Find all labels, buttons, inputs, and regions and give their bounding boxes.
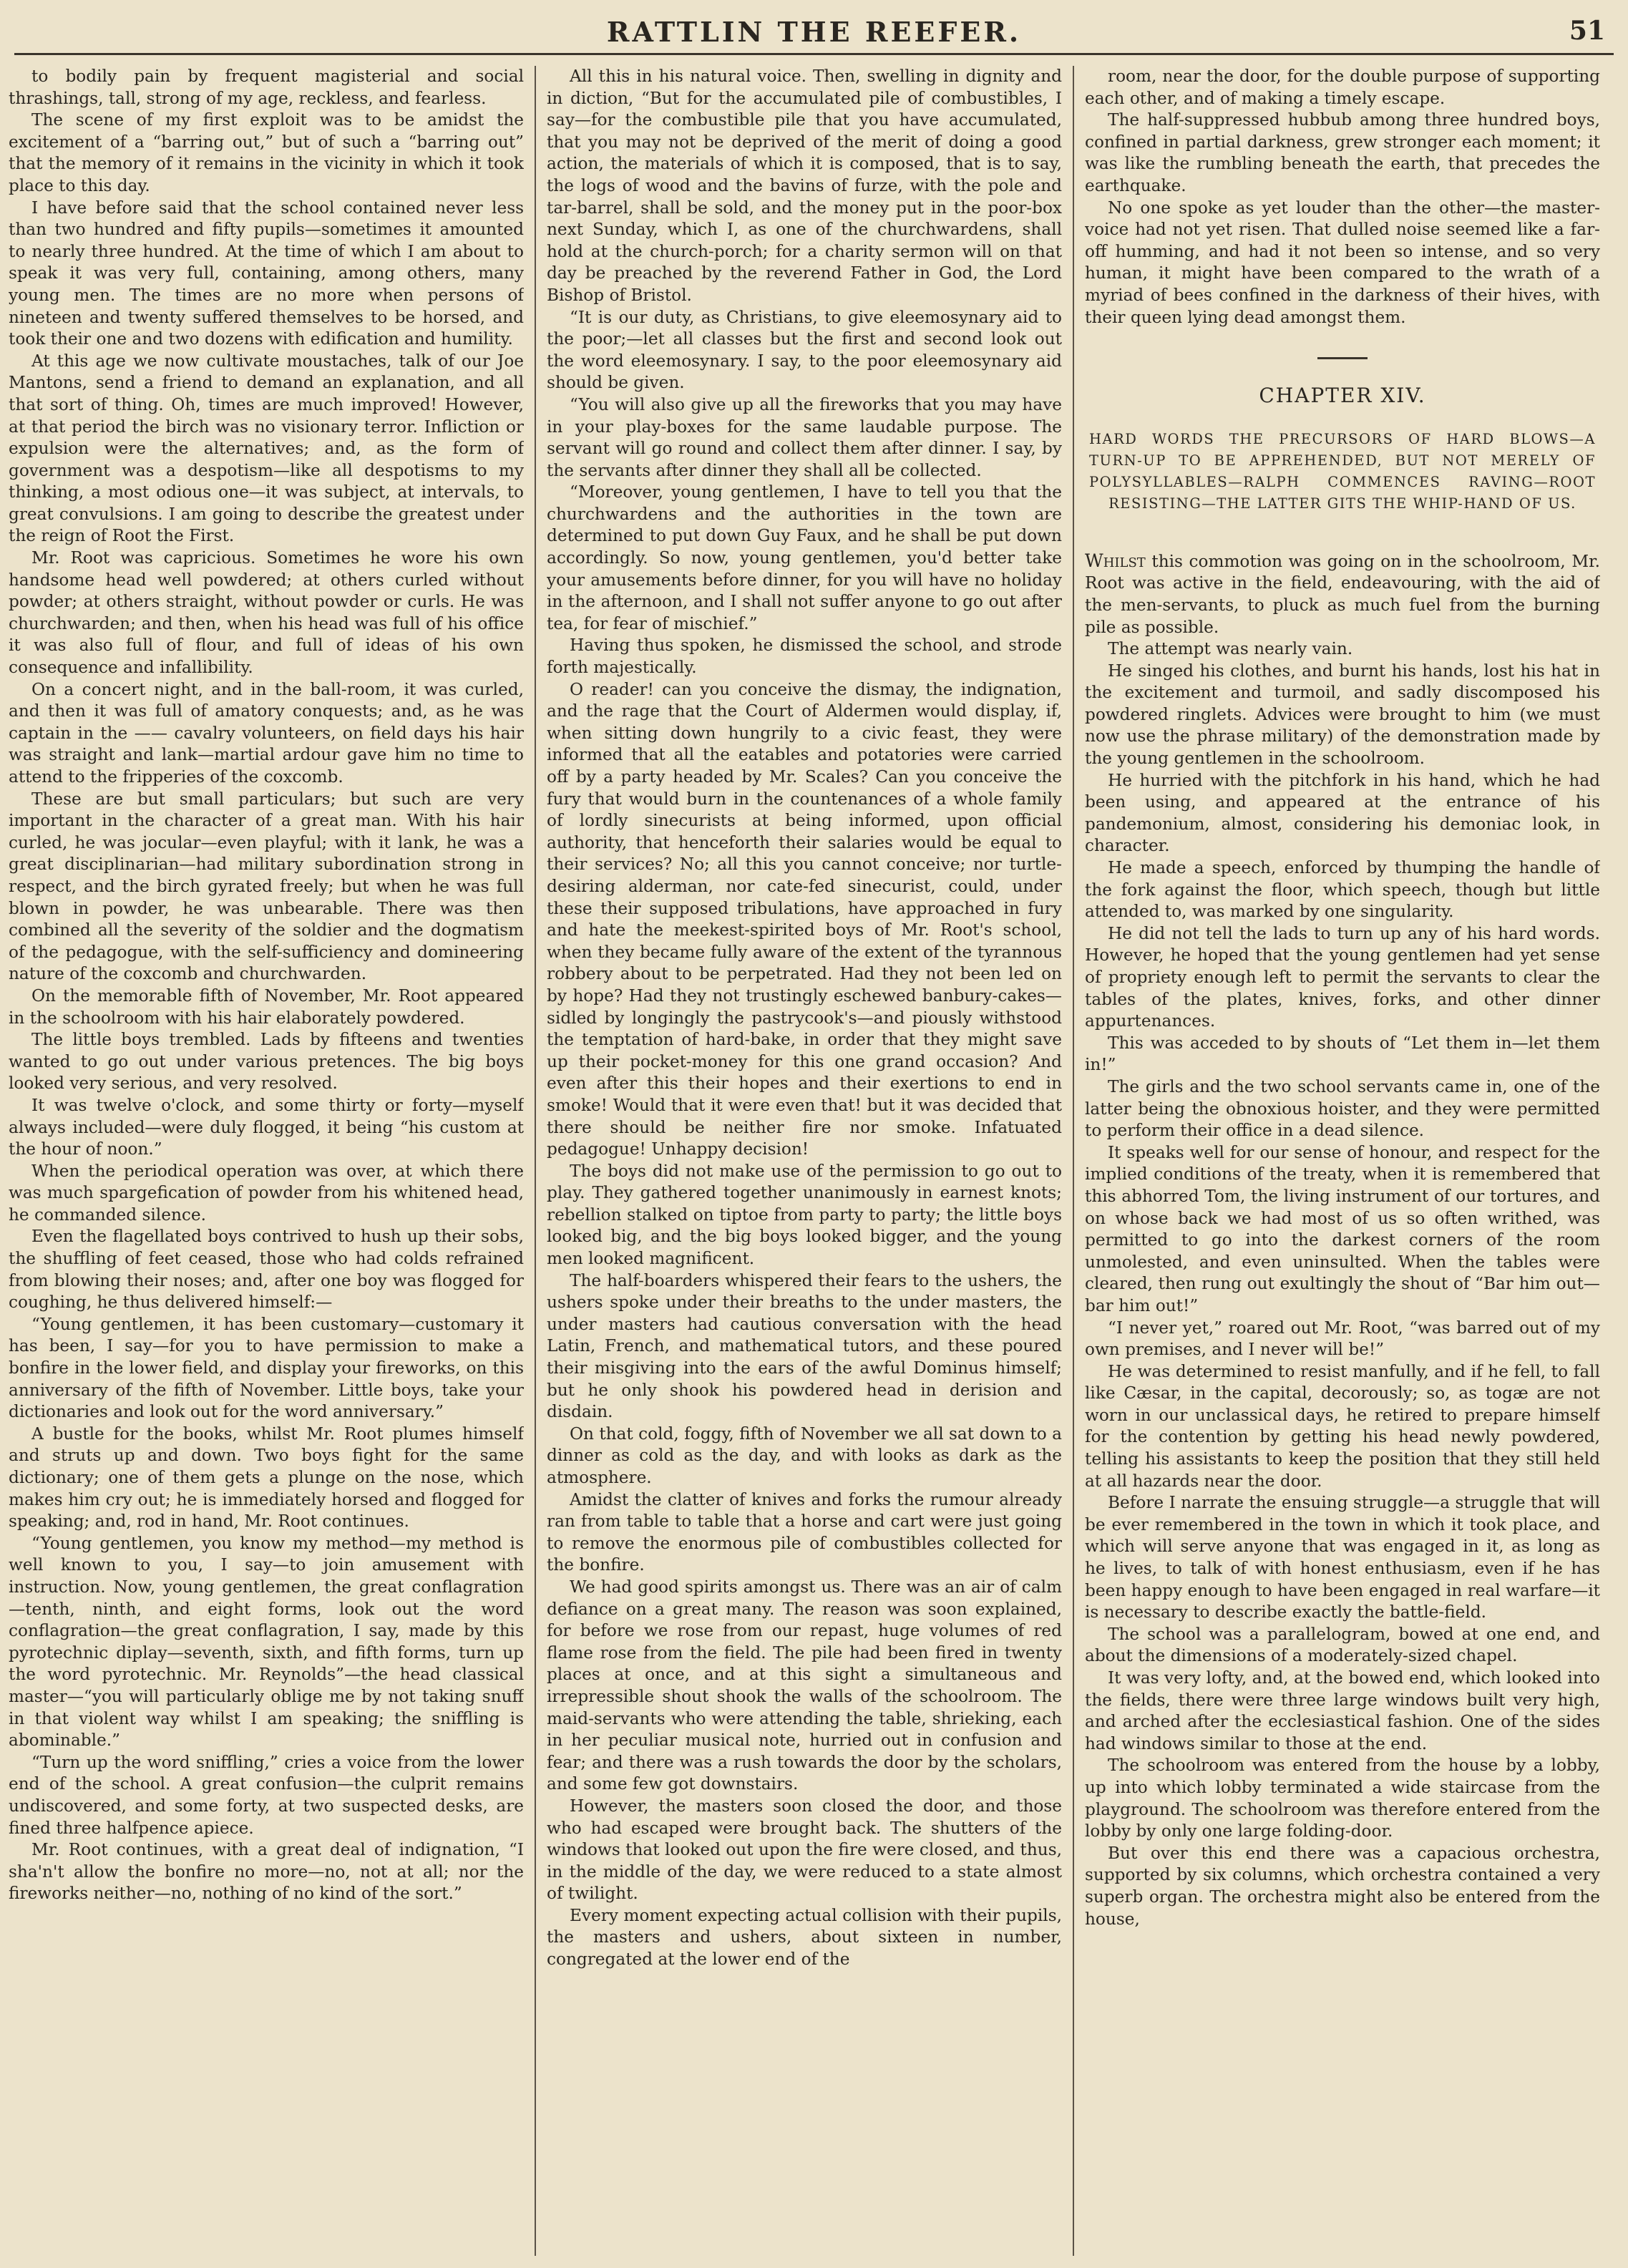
paragraph: “I never yet,” roared out Mr. Root, “was barred out of my own premises, and I never will be!”	[1085, 1318, 1600, 1360]
paragraph: No one spoke as yet louder than the other—the master-voice had not yet risen. That dulled noise seemed like a far-off humming, and had it not been so intense, and so very human, it might have been compared to the wrath of a myriad of bees confined in the darkness of their hives, with their queen lying dead amongst them.	[1085, 198, 1600, 327]
paragraph: Having thus spoken, he dismissed the school, and strode forth majestically.	[547, 636, 1062, 678]
paragraph: At this age we now cultivate moustaches, talk of our Joe Mantons, send a friend to demand an explanation, and all that sort of thing. Oh, times are much improved! However, at that period the birch was no visionary terror. Infliction or expulsion were the alternatives; and, as the form of government was a despotism—like all despotisms to my thinking, a most odious one—it was subject, at intervals, to great convulsions. I am going to describe the greatest under the reign of Root the First.	[9, 351, 524, 546]
paragraph: The half-boarders whispered their fears to the ushers, the ushers spoke under their breaths to the under masters, the under masters had cautious conversation with the head Latin, French, and mathematical tutors, and these poured their misgiving into the ears of the awful Dominus himself; but he only shook his powdered head in derision and disdain.	[547, 1270, 1062, 1422]
paragraph: “Young gentlemen, you know my method—my method is well known to you, I say—to join amusement with instruction. Now, young gentlemen, the great conflagration—tenth, ninth, and eight forms, look out the word conflagration—the great conflagration, I say, made by this pyrotechnic diplay—seventh, sixth, and fifth forms, turn up the word pyrotechnic. Mr. Reynolds”—the head classical master—“you will particularly oblige me by not taking snuff in that violent way whilst I am speaking; the sniffling is abominable.”	[9, 1533, 524, 1751]
paragraph: O reader! can you conceive the dismay, the indignation, and the rage that the Court of Aldermen would display, if, when sitting down hungrily to a civic feast, they were informed that all the eatables and potatories were carried off by a party headed by Mr. Scales? Can you conceive the fury that would burn in the countenances of a whole family of lordly sinecurists at being informed, upon official authority, that henceforth their salaries would be equal to their services? No; all this you cannot conceive; nor turtle-desiring alderman, nor cate-fed sinecurist, could, under these their supposed tribulations, have approached in fury and hate the meekest-spirited boys of Mr. Root's school, when they became fully aware of the extent of the tyrannous robbery about to be perpetrated. Had they not been led on by hope? Had they not trustingly eschewed banbury-cakes—sidled by longingly the pastrycook's—and piously withstood the temptation of hard-bake, in order that they might save up their pocket-money for this one grand occasion? And even after this their hopes and their exertions to end in smoke! Would that it were even that! but it was decided that there should be neither fire nor smoke. Infatuated pedagogue! Unhappy decision!	[547, 679, 1062, 1159]
paragraph: to bodily pain by frequent magisterial and social thrashings, tall, strong of my age, reckless, and fearless.	[9, 67, 524, 108]
paragraph: Before I narrate the ensuing struggle—a struggle that will be ever remembered in the town in which it took place, and which will serve anyone that was engaged in it, as long as he lives, to talk of with honest enthusiasm, even if he has been happy enough to have been engaged in real warfare—it is necessary to describe exactly the battle-field.	[1085, 1493, 1600, 1622]
paragraph: We had good spirits amongst us. There was an air of calm defiance on a great many. The reason was soon explained, for before we rose from our repast, huge volumes of red flame rose from the field. The pile had been fired in twenty places at once, and at this sight a simultaneous and irrepressible shout shook the walls of the schoolroom. The maid-servants who were attending the table, shrieking, each in her peculiar musical note, hurried out in confusion and fear; and there was a rush towards the door by the scholars, and some few got downstairs.	[547, 1577, 1062, 1794]
chapter-opening-paragraph	[1085, 550, 1600, 638]
paragraph: A bustle for the books, whilst Mr. Root plumes himself and struts up and down. Two boys fight for the same dictionary; one of them gets a plunge on the nose, which makes him cry out; he is immediately horsed and flogged for speaking; and, rod in hand, Mr. Root continues.	[9, 1423, 524, 1532]
paragraph: These are but small particulars; but such are very important in the character of a great man. With his hair curled, he was jocular—even playful; with it lank, he was a great disciplinarian—had military subordination strong in respect, and the birch gyrated freely; but when he was full blown in powder, he was unbearable. There was then combined all the severity of the soldier and the dogmatism of the pedagogue, with the self-sufficiency and domineering nature of the coxcomb and churchwarden.	[9, 789, 524, 984]
running-title: RATTLIN THE REEFER.	[606, 16, 1022, 48]
article-columns	[9, 66, 1619, 2256]
paragraph: “You will also give up all the fireworks that you may have in your play-boxes for the same laudable purpose. The servant will go round and collect them after dinner. I say, by the servants after dinner they shall all be collected.	[547, 394, 1062, 480]
column-2	[547, 66, 1062, 2256]
paragraph: On the memorable fifth of November, Mr. Root appeared in the schoolroom with his hair elaborately powdered.	[9, 985, 524, 1028]
paragraph: On that cold, foggy, fifth of November we all sat down to a dinner as cold as the day, and with looks as dark as the atmosphere.	[547, 1423, 1062, 1487]
chapter-title: CHAPTER XIV.	[1259, 384, 1426, 408]
opening-text: this commotion was going on in the schoolroom, Mr. Root was active in the field, endeavouring, with the aid of the men-servants, to pluck as much fuel from the burning pile as possible.	[1085, 551, 1600, 637]
paragraph: Mr. Root was capricious. Sometimes he wore his own handsome head well powdered; at others curled without powder; at others straight, without powder or curls. He was churchwarden; and then, when his head was full of his office it was also full of flour, and full of ideas of his own consequence and infallibility.	[9, 548, 524, 678]
page-number: 51	[1569, 16, 1605, 46]
paragraph: He made a speech, enforced by thumping the handle of the fork against the floor, which speech, though but little attended to, was marked by one singularity.	[1085, 858, 1600, 922]
paragraph: It was very lofty, and, at the bowed end, which looked into the fields, there were three large windows built very high, and arched after the ecclesiastical fashion. One of the sides had windows similar to those at the end.	[1085, 1668, 1600, 1753]
paragraph: “Young gentlemen, it has been customary—customary it has been, I say—for you to have permission to make a bonfire in the lower field, and display your fireworks, on this anniversary of the fifth of November. Little boys, take your dictionaries and look out for the word anniversary.”	[9, 1314, 524, 1422]
paragraph: Mr. Root continues, with a great deal of indignation, “I sha'n't allow the bonfire no more—no, not at all; nor the fireworks neither—no, nothing of no kind of the sort.”	[9, 1840, 524, 1904]
paragraph: He hurried with the pitchfork in his hand, which he had been using, and appeared at the entrance of his pandemonium, almost, considering his demoniac look, in character.	[1085, 770, 1600, 856]
paragraph: Even the flagellated boys contrived to hush up their sobs, the shuffling of feet ceased, those who had colds refrained from blowing their noses; and, after one boy was flogged for coughing, he thus delivered himself:—	[9, 1227, 524, 1313]
chapter-xiv-body	[1085, 638, 1600, 1930]
paragraph: room, near the door, for the double purpose of supporting each other, and of making a timely escape.	[1085, 67, 1600, 108]
column-3	[1085, 66, 1600, 2256]
paragraph: I have before said that the school contained never less than two hundred and fifty pupils—sometimes it amounted to nearly three hundred. At the time of which I am about to speak it was very full, containing, among others, many young men. The times are no more when persons of nineteen and twenty suffered themselves to be horsed, and took their one and two dozens with edification and humility.	[9, 198, 524, 349]
paragraph: Amidst the clatter of knives and forks the rumour already ran from table to table that a horse and cart were just going to remove the enormous pile of combustibles collected for the bonfire.	[547, 1489, 1062, 1575]
running-head	[14, 11, 1614, 55]
paragraph: The school was a parallelogram, bowed at one end, and about the dimensions of a moderately-sized chapel.	[1085, 1624, 1600, 1666]
paragraph: The boys did not make use of the permission to go out to play. They gathered together unanimously in earnest knots; rebellion stalked on tiptoe from party to party; the little boys looked big, and the big boys looked bigger, and the young men looked magnificent.	[547, 1161, 1062, 1269]
column-rule	[1073, 66, 1074, 2256]
paragraph: The attempt was nearly vain.	[1108, 639, 1353, 659]
paragraph: On a concert night, and in the ball-room, it was curled, and then it was full of amatory conquests; and, as he was captain in the —— cavalry volunteers, on field days his hair was straight and lank—martial ardour gave him no time to attend to the fripperies of the coxcomb.	[9, 679, 524, 787]
paragraph: Every moment expecting actual collision with their pupils, the masters and ushers, about sixteen in number, congregated at the lower end of the	[547, 1905, 1062, 1970]
paragraph: He singed his clothes, and burnt his hands, lost his hat in the excitement and turmoil, and sadly discomposed his powdered ringlets. Advices were brought to him (we must now use the phrase military) of the demonstration made by the young gentlemen in the schoolroom.	[1085, 661, 1600, 769]
column-1	[9, 66, 524, 2256]
paragraph: “Turn up the word sniffling,” cries a voice from the lower end of the school. A great confusion—the culprit remains undiscovered, and some forty, at two suspected desks, are fined three halfpence apiece.	[9, 1752, 524, 1838]
paragraph: He did not tell the lads to turn up any of his hard words. However, he hoped that the young gentlemen had yet sense of propriety enough left to permit the servants to clear the tables of the plates, knives, forks, and other dinner appurtenances.	[1085, 923, 1600, 1031]
paragraph: But over this end there was a capacious orchestra, supported by six columns, which orchestra contained a very superb organ. The orchestra might also be entered from the house,	[1085, 1843, 1600, 1929]
paragraph: The girls and the two school servants came in, one of the latter being the obnoxious hoister, and they were permitted to perform their office in a dead silence.	[1085, 1076, 1600, 1141]
paragraph: He was determined to resist manfully, and if he fell, to fall like Cæsar, in the capital, decorously; so, as togæ are not worn in our unclassical days, he retired to prepare himself for the contention by getting his head newly powdered, telling his assistants to keep the position that they still held at all hazards near the door.	[1085, 1361, 1600, 1491]
paragraph: The schoolroom was entered from the house by a lobby, up into which lobby terminated a wide staircase from the playground. The schoolroom was therefore entered from the lobby by only one large folding-door.	[1085, 1756, 1600, 1841]
paragraph: “It is our duty, as Christians, to give eleemosynary aid to the poor;—let all classes but the first and second look out the word eleemosynary. I say, to the poor eleemosynary aid should be given.	[547, 307, 1062, 393]
paragraph: This was acceded to by shouts of “Let them in—let them in!”	[1085, 1033, 1600, 1075]
paragraph: “Moreover, young gentlemen, I have to tell you that the churchwardens and the authorities in the town are determined to put down Guy Faux, and he shall be put down accordingly. So now, young gentlemen, you'd better take your amusements before dinner, for you will have no holiday in the afternoon, and I shall not suffer anyone to go out after tea, for fear of mischief.”	[547, 482, 1062, 633]
paragraph: However, the masters soon closed the door, and those who had escaped were brought back. The shutters of the windows that looked out upon the fire were closed, and thus, in the middle of the day, we were reduced to a state almost of twilight.	[547, 1796, 1062, 1904]
paragraph: The little boys trembled. Lads by fifteens and twenties wanted to go out under various pretences. The big boys looked very serious, and very resolved.	[9, 1030, 524, 1094]
paragraph: The scene of my first exploit was to be amidst the excitement of a “barring out,” but of such a “barring out” that the memory of it remains in the vicinity in which it took place to this day.	[9, 110, 524, 195]
opening-word: Whilst	[1085, 550, 1146, 571]
paragraph: The half-suppressed hubbub among three hundred boys, confined in partial darkness, grew stronger each moment; it was like the rumbling beneath the earth, that precedes the earthquake.	[1085, 110, 1600, 195]
section-separator	[1317, 357, 1368, 359]
chapter-summary: HARD WORDS THE PRECURSORS OF HARD BLOWS—A TURN-UP TO BE APPREHENDED, BUT NOT MERELY OF POLYSYLLABLES—RALPH COMMENCES RAVING—ROOT RESISTING—THE LATTER GITS THE WHIP-HAND OF US.	[1089, 430, 1596, 512]
paragraph: It was twelve o'clock, and some thirty or forty—myself always included—were duly flogged, it being “his custom at the hour of noon.”	[9, 1095, 524, 1159]
paragraph: It speaks well for our sense of honour, and respect for the implied conditions of the treaty, when it is remembered that this abhorred Tom, the living instrument of our tortures, and on whose back we had most of us so often writhed, was permitted to go into the darkest corners of the room unmolested, and even uninsulted. When the tables were cleared, then rung out exultingly the shout of “Bar him out—bar him out!”	[1085, 1142, 1600, 1315]
paragraph: When the periodical operation was over, at which there was much spargefication of powder from his whitened head, he commanded silence.	[9, 1161, 524, 1225]
paragraph: All this in his natural voice. Then, swelling in dignity and in diction, “But for the accumulated pile of combustibles, I say—for the combustible pile that you have accumulated, that you may not be deprived of the merit of doing a good action, the materials of which it is composed, that is to say, the logs of wood and the bavins of furze, with the pole and tar-barrel, shall be sold, and the money put in the poor-box next Sunday, which I, as one of the churchwardens, shall hold at the church-porch; for a charity sermon will on that day be preached by the reverend Father in God, the Lord Bishop of Bristol.	[547, 67, 1062, 305]
column-rule	[535, 66, 536, 2256]
chapter-xiii-ending	[1085, 66, 1600, 328]
